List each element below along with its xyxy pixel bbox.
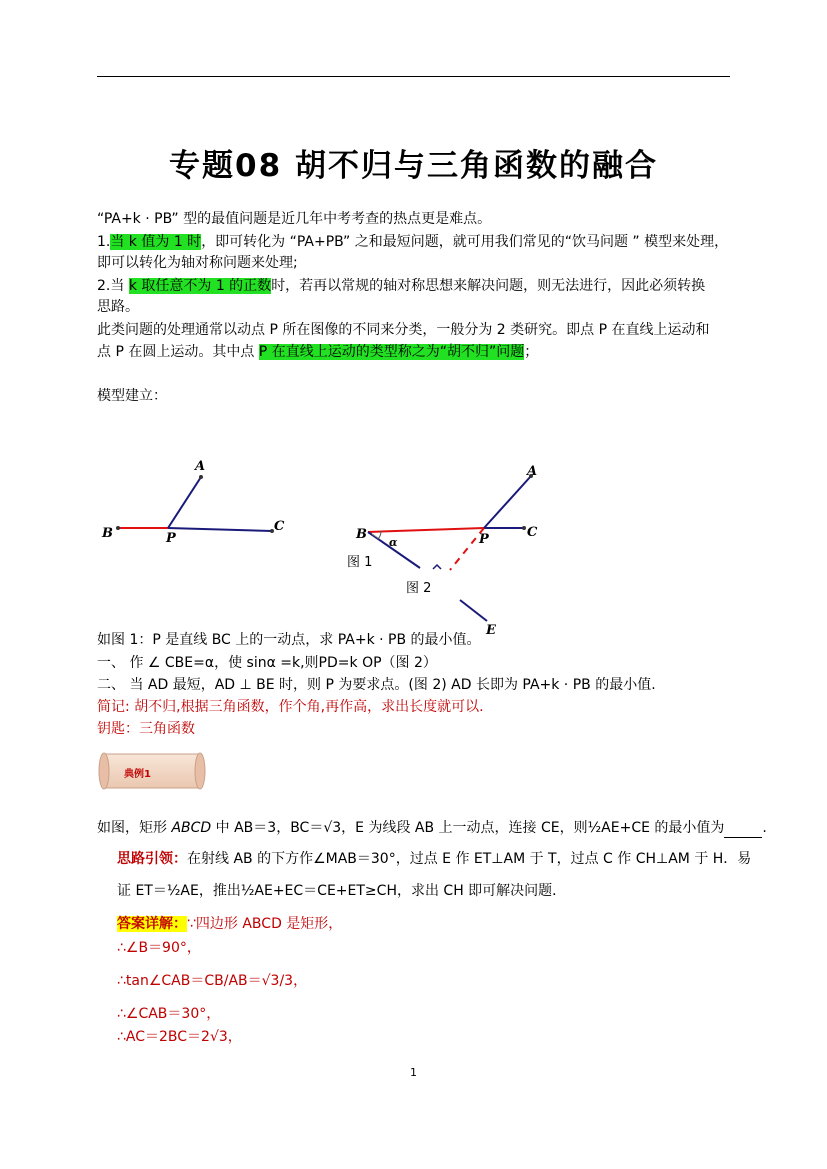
problem-end: . [762,820,767,836]
intro-line-6: 此类问题的处理通常以动点 P 所在图像的不同来分类，一般分为 2 类研究。即点 P 在直线上运动和 [97,322,710,338]
fig1-point-b [116,526,120,530]
body-line-1: 如图 1：P 是直线 BC 上的一动点，求 PA+k · PB 的最小值。 [97,632,481,648]
hint-label: 思路引领： [117,851,187,867]
intro-line-4-prefix: 2.当 [97,278,129,294]
fig2-label-c: C [527,525,538,540]
answer-line-2: ∴∠B＝90°， [117,940,201,956]
answer-label: 答案详解： [117,916,187,932]
hint-line-2: 证 ET＝½AE，推出½AE+EC＝CE+ET≥CH，求出 CH 即可解决问题． [117,883,567,899]
fig1-label-p: P [166,531,176,546]
fig2-label-p: P [479,532,489,547]
example-scroll-icon [97,748,207,794]
key-line: 钥匙：三角函数 [97,721,195,737]
fig2-right-angle-mark [433,565,441,569]
answer-line-4: ∴∠CAB＝30°， [117,1006,221,1022]
intro-line-7-prefix: 点 P 在圆上运动。其中点 [97,344,259,360]
problem-text-a: 如图，矩形 [97,820,172,836]
example-badge: 典例1 [124,769,151,780]
page-number: 1 [410,1066,417,1079]
intro-line-2-rest: ，即可转化为 “PA+PB” 之和最短问题，就可用我们常见的“饮马问题 ” 模型来处理， [201,234,729,250]
body-line-2: 一、 作 ∠ CBE=α，使 sinα =k,则PD=k OP（图 2） [97,655,437,671]
problem-rect-name: ABCD [171,820,212,836]
fig2-caption: 图 2 [406,581,432,596]
intro-line-5: 思路。 [97,299,139,315]
intro-line-4-rest: 时，若再以常规的轴对称思想来解决问题，则无法进行，因此必须转换 [271,278,706,294]
fig1-label-a: A [195,459,206,474]
body-line-3: 二、 当 AD 最短，AD ⊥ BE 时，则 P 为要求点。(图 2) AD 长即为 PA+k · PB 的最小值. [97,677,656,693]
fig2-label-a: A [527,464,538,479]
fig2-point-c [522,526,526,530]
fig1-point-a [199,475,203,479]
answer-line-3: ∴tan∠CAB＝CB/AB＝√3/3， [117,973,308,989]
fig2-label-e: E [486,623,496,638]
hint-line-1 [117,849,751,869]
intro-line-7-rest: ； [524,344,539,360]
answer-text-1: ∵四边形 ABCD 是矩形， [187,916,343,932]
fig2-segment-bp [368,528,484,532]
intro-line-3: 即可以转化为轴对称问题来处理; [97,255,298,271]
fig2-ray-be-lower [460,600,487,621]
highlight-k-any: k 取任意不为 1 的正数 [128,278,272,294]
fig1-segment-pa [168,477,201,528]
intro-line-1: “PA+k · PB” 型的最值问题是近几年中考考查的热点更是难点。 [97,211,492,227]
fig2-label-b: B [356,527,367,542]
page-title: 专题08 胡不归与三角函数的融合 [169,148,658,184]
highlight-k-equals-1: 当 k 值为 1 时 [110,234,202,250]
fig2-label-alpha: α [389,536,398,549]
summary-line: 简记: 胡不归,根据三角函数，作个角,再作高，求出长度就可以. [97,699,484,715]
answer-line-5: ∴AC＝2BC＝2√3， [117,1029,242,1045]
model-heading: 模型建立： [97,388,167,404]
fig1-caption: 图 1 [347,555,373,570]
problem-text-b: 中 AB＝3，BC＝√3，E 为线段 AB 上一动点，连接 CE，则½AE+CE 的最小值为 [211,820,725,836]
hint-text-1: 在射线 AB 的下方作∠MAB＝30°，过点 E 作 ET⊥AM 于 T，过点 C 作 CH⊥AM 于 H．易 [187,851,752,867]
fig1-label-b: B [102,526,113,541]
fig2-segment-pa [484,476,531,528]
problem-statement [97,818,767,838]
intro-line-2-prefix: 1. [97,234,111,250]
answer-line-1 [117,914,342,934]
answer-blank [724,823,762,838]
fig1-label-c: C [274,519,285,534]
highlight-hubugui: P 在直线上运动的类型称之为“胡不归”问题 [258,344,525,360]
fig1-segment-pc [168,528,272,531]
